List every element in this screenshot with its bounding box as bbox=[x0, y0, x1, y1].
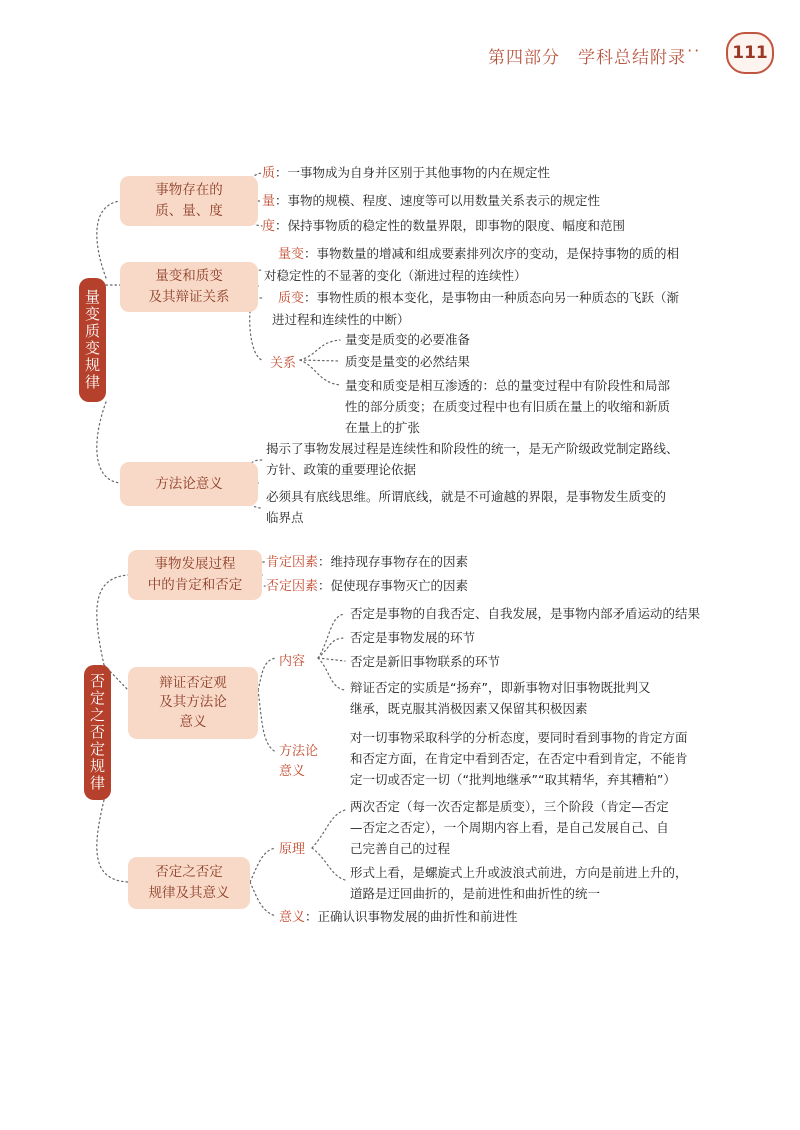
principle-line: —否定之否定），一个周期内容上看，是自己发展自己、自 bbox=[350, 820, 669, 835]
topic-affirmation-negation bbox=[128, 550, 262, 600]
keyword-line: 方法论 bbox=[279, 744, 319, 759]
content-item: 否定是事物的自我否定、自我发展，是事物内部矛盾运动的结果 bbox=[350, 606, 701, 621]
topic-label-line2: 及其辩证关系 bbox=[148, 289, 230, 305]
keyword: 量变 bbox=[278, 247, 305, 262]
methodology-line: 定一切或否定一切（“批判地继承”“取其精华，弃其糟粕”） bbox=[350, 772, 676, 787]
definition-text: 维持现存事物存在的因素 bbox=[330, 554, 469, 569]
relation-item bbox=[345, 375, 765, 438]
keyword: 否定因素 bbox=[266, 579, 319, 594]
definition-text: 促使现存事物灭亡的因素 bbox=[330, 578, 469, 593]
header-title: 第四部分 学科总结附录 bbox=[488, 48, 686, 68]
section-title-quantity-quality: 量变质变规律 bbox=[79, 278, 106, 402]
relation-line: 性的部分质变；在质变过程中也有旧质在量上的收缩和新质 bbox=[345, 399, 671, 414]
methodology-line: 方针、政策的重要理论依据 bbox=[266, 462, 417, 477]
definition-line: 进过程和连续性的中断） bbox=[272, 312, 410, 327]
page-number-badge: 111 bbox=[726, 32, 774, 74]
topic-label-line2: 及其方法论 bbox=[159, 694, 227, 711]
keyword: 质 bbox=[262, 166, 276, 181]
definition-quantitative-change: 量变：事物数量的增减和组成要素排列次序的变动，是保持事物的质的相 对稳定性的不显著的变化（渐进过程的连续性） bbox=[264, 246, 680, 283]
principle-line: 两次否定（每一次否定都是质变），三个阶段（肯定—否定 bbox=[350, 799, 669, 814]
principle-line: 道路是迂回曲折的，是前进性和曲折性的统一 bbox=[350, 886, 601, 901]
keyword-methodology bbox=[279, 742, 318, 782]
methodology-text bbox=[266, 438, 736, 480]
topic-label-line2: 质、量、度 bbox=[155, 203, 223, 219]
keyword: 质变 bbox=[278, 291, 305, 306]
keyword: 肯定因素 bbox=[266, 555, 319, 570]
definition-line: 事物数量的增减和组成要素排列次序的变动，是保持事物的质的相 bbox=[316, 246, 680, 261]
topic-label-line1: 量变和质变 bbox=[155, 268, 223, 285]
keyword: 意义 bbox=[279, 910, 306, 925]
methodology-line: 对一切事物采取科学的分析态度，要同时看到事物的肯定方面 bbox=[350, 730, 688, 745]
topic-label-line2: 规律及其意义 bbox=[148, 885, 230, 901]
definition-quantity: 量：事物的规模、程度、速度等可以用数量关系表示的规定性 bbox=[262, 193, 601, 209]
methodology-text bbox=[350, 727, 780, 790]
content-line: 继承，既克服其消极因素又保留其积极因素 bbox=[350, 701, 588, 716]
definition-qualitative-change: 质变：事物性质的根本变化，是事物由一种质态向另一种质态的飞跃（渐 进过程和连续性的中断） bbox=[272, 290, 680, 327]
meaning-text: 意义：正确认识事物发展的曲折性和前进性 bbox=[279, 909, 518, 925]
methodology-line: 揭示了事物发展过程是连续性和阶段性的统一，是无产阶级政党制定路线、 bbox=[266, 441, 679, 456]
topic-methodology: 方法论意义 bbox=[120, 462, 258, 506]
principle-text bbox=[350, 862, 780, 904]
topic-negation-of-negation-law bbox=[128, 857, 250, 909]
keyword: 度 bbox=[262, 219, 276, 234]
methodology-line: 临界点 bbox=[266, 510, 304, 525]
content-item: 否定是新旧事物联系的环节 bbox=[350, 654, 501, 669]
topic-quality-quantity-degree bbox=[120, 176, 258, 226]
keyword-relation: 关系 bbox=[270, 356, 297, 371]
affirmation-factor: 肯定因素：维持现存事物存在的因素 bbox=[266, 554, 469, 570]
definition-text: 一事物成为自身并区别于其他事物的内在规定性 bbox=[287, 165, 551, 180]
principle-text bbox=[350, 796, 780, 859]
principle-line: 己完善自己的过程 bbox=[350, 841, 451, 856]
definition-line: 事物性质的根本变化，是事物由一种质态向另一种质态的飞跃（渐 bbox=[316, 290, 680, 305]
content-item: 否定是事物发展的环节 bbox=[350, 630, 476, 645]
topic-label-line1: 否定之否定 bbox=[155, 864, 223, 881]
relation-line: 量变和质变是相互渗透的：总的量变过程中有阶段性和局部 bbox=[345, 378, 671, 393]
definition-text: 保持事物质的稳定性的数量界限，即事物的限度、幅度和范围 bbox=[287, 218, 626, 233]
keyword-content: 内容 bbox=[279, 654, 306, 669]
topic-label-line1: 辩证否定观 bbox=[159, 674, 227, 691]
keyword-principle: 原理 bbox=[279, 842, 306, 857]
relation-item: 质变是量变的必然结果 bbox=[345, 354, 471, 369]
methodology-line: 和否定方面，在肯定中看到否定，在否定中看到肯定，不能肯 bbox=[350, 751, 688, 766]
content-line: 辩证否定的实质是“扬弃”，即新事物对旧事物既批判又 bbox=[350, 680, 651, 695]
methodology-line: 必须具有底线思维。所谓底线，就是不可逾越的界限，是事物发生质变的 bbox=[266, 489, 667, 504]
topic-dialectical-negation bbox=[128, 667, 258, 739]
definition-line: 对稳定性的不显著的变化（渐进过程的连续性） bbox=[264, 268, 527, 283]
relation-item: 量变是质变的必要准备 bbox=[345, 332, 471, 347]
principle-line: 形式上看，是螺旋式上升或波浪式前进，方向是前进上升的， bbox=[350, 865, 688, 880]
topic-label-line1: 事物存在的 bbox=[155, 182, 223, 199]
topic-quantitative-qualitative-change bbox=[120, 262, 258, 312]
definition-text: 正确认识事物发展的曲折性和前进性 bbox=[317, 909, 518, 924]
topic-label-line3: 意义 bbox=[179, 713, 207, 730]
topic-label-line2: 中的肯定和否定 bbox=[147, 577, 243, 593]
methodology-text bbox=[266, 486, 736, 528]
definition-text: 事物的规模、程度、速度等可以用数量关系表示的规定性 bbox=[287, 193, 601, 208]
keyword-line: 意义 bbox=[279, 764, 306, 779]
header-dots: ··· bbox=[680, 41, 702, 60]
definition-degree: 度：保持事物质的稳定性的数量界限，即事物的限度、幅度和范围 bbox=[262, 218, 626, 234]
section-title-negation-of-negation: 否定之否定规律 bbox=[84, 665, 111, 800]
content-item bbox=[350, 677, 780, 719]
definition-quality: 质：一事物成为自身并区别于其他事物的内在规定性 bbox=[262, 165, 551, 181]
relation-line: 在量上的扩张 bbox=[345, 420, 421, 435]
negation-factor: 否定因素：促使现存事物灭亡的因素 bbox=[266, 578, 469, 594]
keyword: 量 bbox=[262, 194, 276, 209]
topic-label-line1: 事物发展过程 bbox=[154, 556, 236, 573]
